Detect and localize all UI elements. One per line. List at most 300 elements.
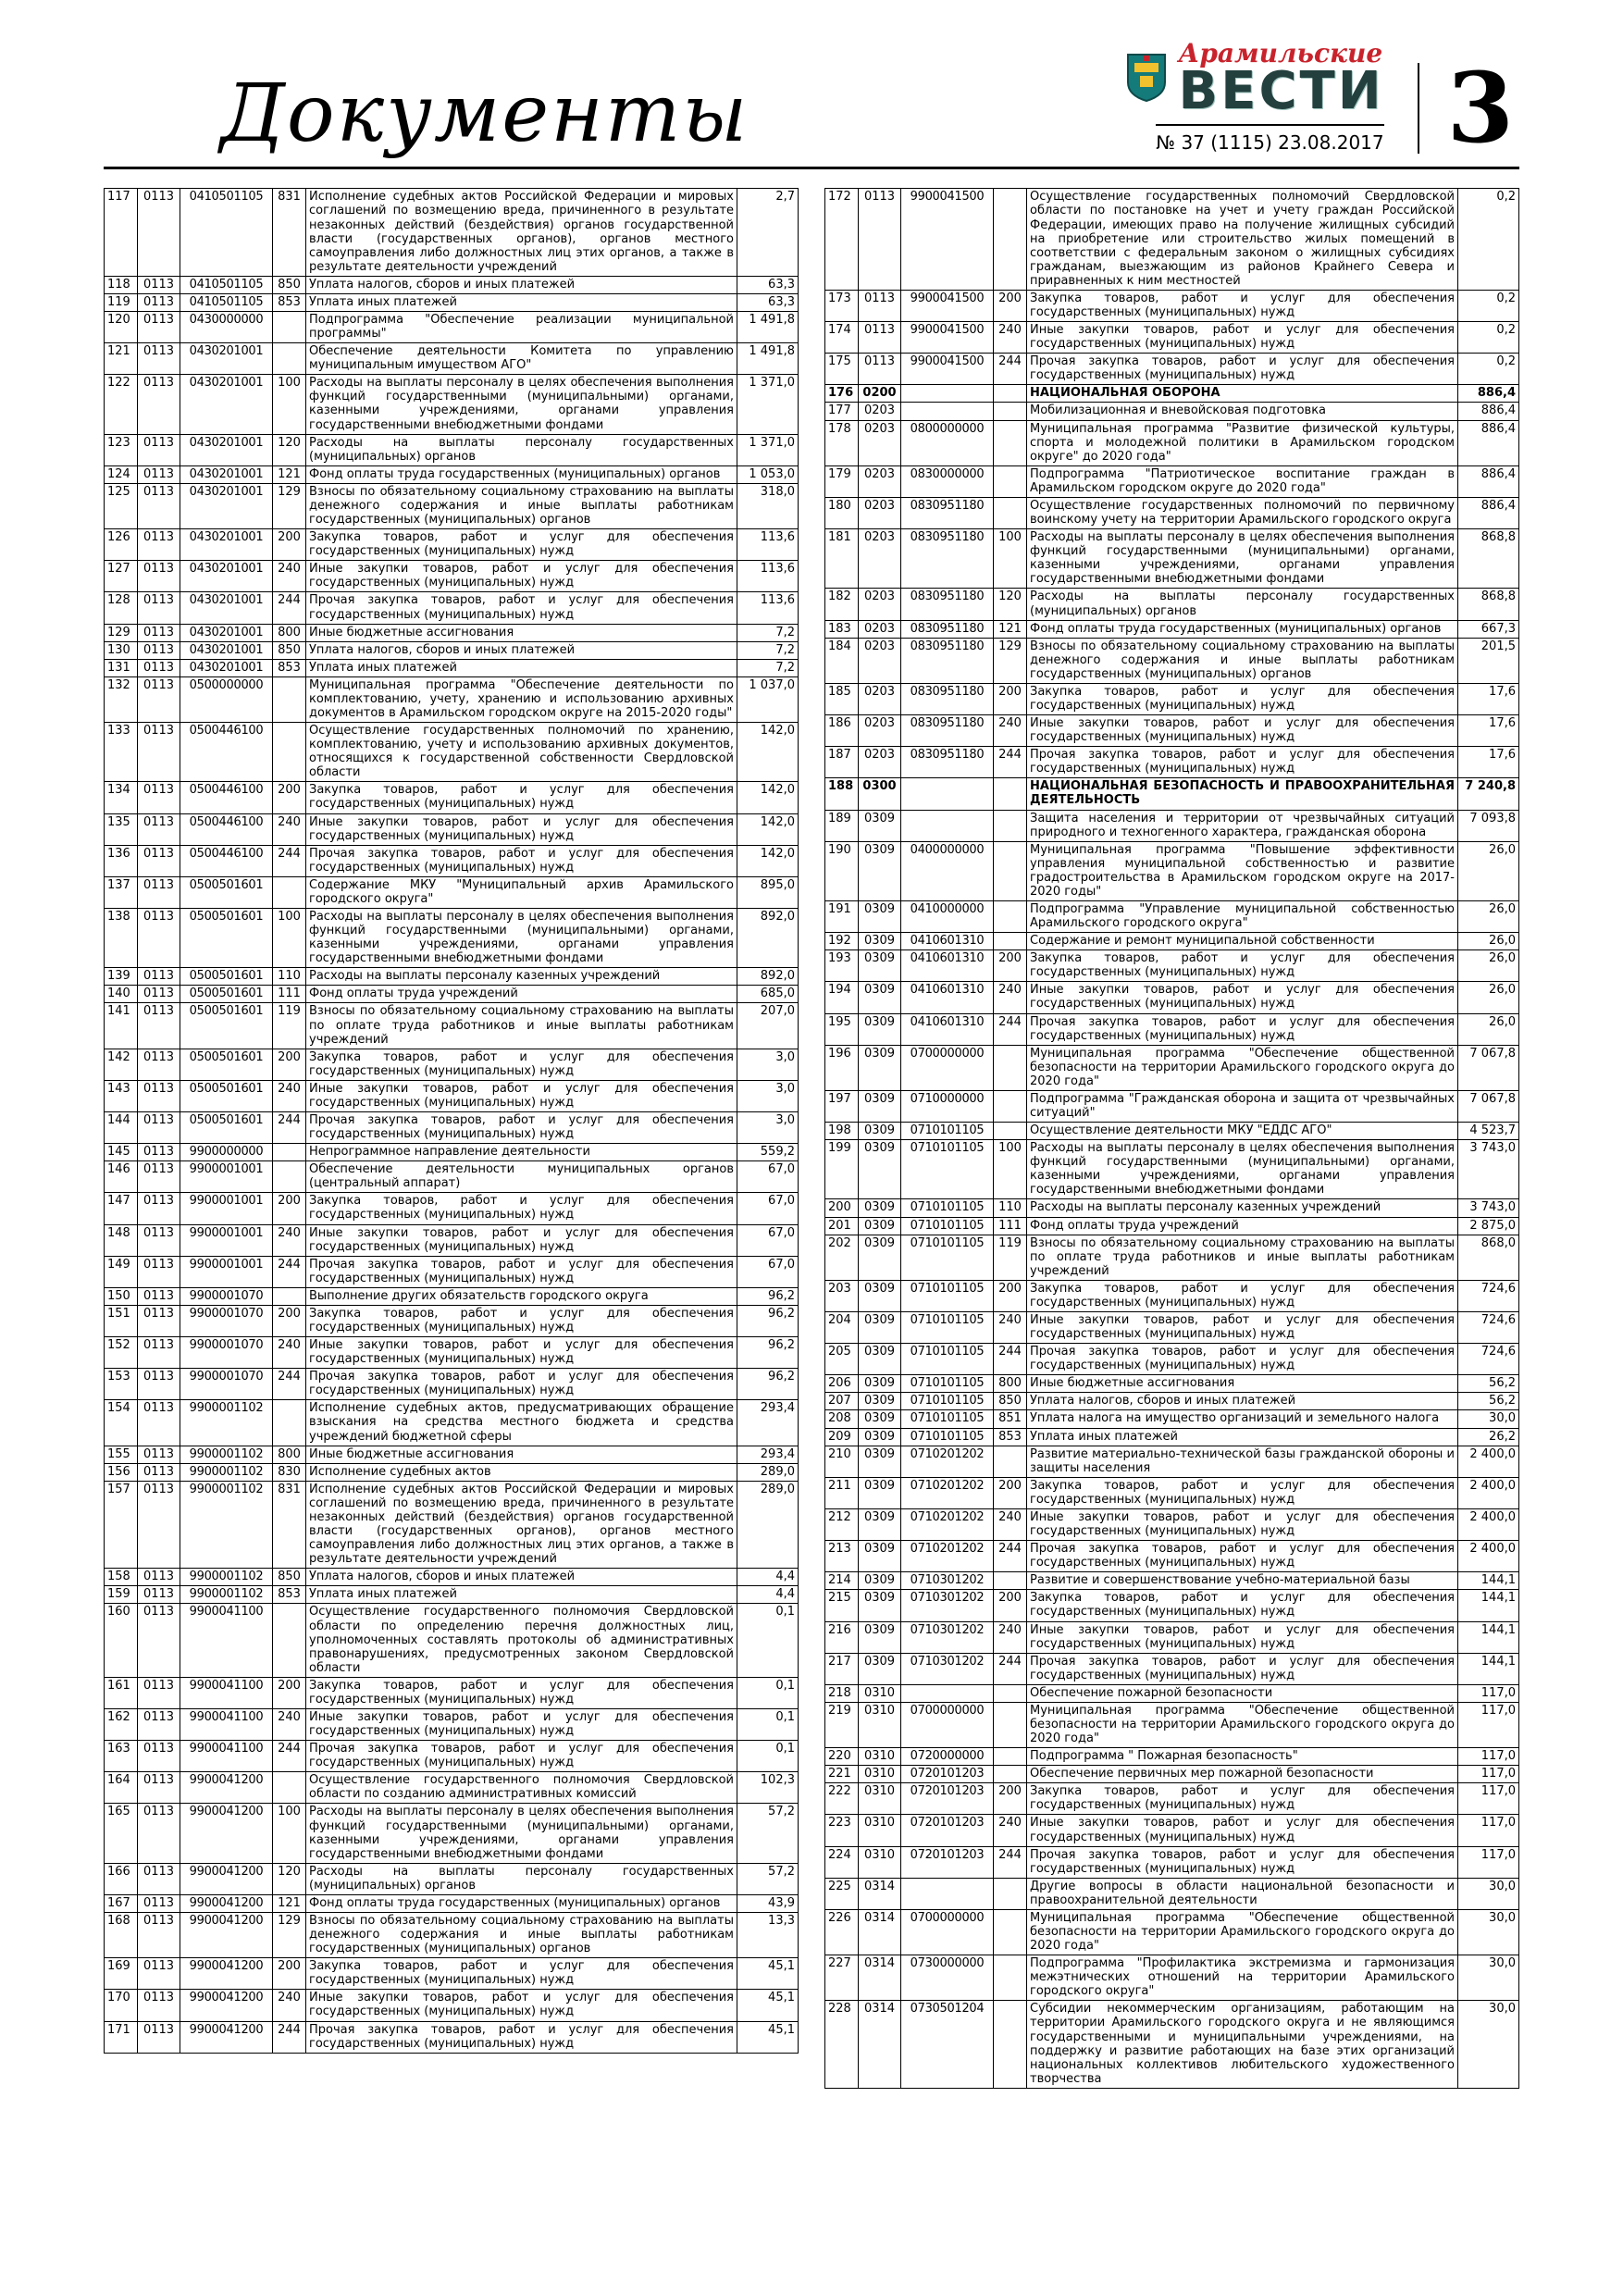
row-number: 171: [105, 2021, 138, 2053]
section-code: 0113: [138, 1894, 180, 1912]
section-code: 0309: [859, 1621, 901, 1653]
row-number: 199: [825, 1140, 859, 1199]
section-code: 0113: [138, 641, 180, 659]
section-code: 0113: [138, 813, 180, 845]
table-row: [105, 1912, 799, 1957]
section-code: 0113: [138, 375, 180, 434]
amount: 886,4: [1458, 497, 1519, 528]
row-number: 123: [105, 434, 138, 465]
amount: 0,2: [1458, 322, 1519, 354]
row-number: 169: [105, 1958, 138, 1990]
expense-type-code: 110: [273, 968, 306, 986]
expense-type-code: 121: [994, 620, 1027, 638]
section-code: 0113: [138, 1080, 180, 1111]
expense-description: Закупка товаров, работ и услуг для обеспечения государственных (муниципальных) нужд: [306, 1305, 737, 1336]
expense-description: Расходы на выплаты персоналу в целях обеспечения выполнения функций государственными (муниципальными) органами, казенными учреждениями, органами управления государственными внебюджетными фондами: [1027, 1140, 1458, 1199]
expense-description: Уплата иных платежей: [306, 293, 737, 311]
row-number: 212: [825, 1508, 859, 1540]
program-code: 9900001001: [180, 1193, 273, 1224]
row-number: 208: [825, 1410, 859, 1428]
expense-description: Прочая закупка товаров, работ и услуг для обеспечения государственных (муниципальных) нужд: [306, 1256, 737, 1287]
expense-type-code: 240: [994, 1815, 1027, 1846]
expense-description: Фонд оплаты труда учреждений: [306, 986, 737, 1003]
expense-description: Осуществление государственных полномочий Свердловской области по постановке на учет и учету граждан Российской Федерации, имеющих право на получение жилищных субсидий на приобретение или строительство жилых помещений в соответствии с федеральным законом о жилищных субсидиях гражданам, выезжающим из районов Крайнего Севера и приравненных к ним местностей: [1027, 189, 1458, 291]
row-number: 213: [825, 1541, 859, 1572]
amount: 113,6: [737, 561, 799, 592]
expense-description: Обеспечение деятельности муниципальных органов (центральный аппарат): [306, 1161, 737, 1193]
program-code: 0700000000: [901, 1045, 994, 1090]
table-row: [105, 624, 799, 641]
expense-description: Содержание МКУ "Муниципальный архив Арамильского городского округа": [306, 876, 737, 908]
expense-type-code: 240: [994, 1621, 1027, 1653]
program-code: 0720000000: [901, 1748, 994, 1766]
program-code: 0830951180: [901, 529, 994, 589]
section-code: 0113: [138, 1049, 180, 1080]
expense-type-code: 200: [994, 290, 1027, 321]
expense-description: Осуществление деятельности МКУ "ЕДДС АГО": [1027, 1123, 1458, 1140]
program-code: 0710301202: [901, 1590, 994, 1621]
expense-description: Расходы на выплаты персоналу в целях обеспечения выполнения функций государственными (муниципальными) органами, казенными учреждениями, органами управления государственными внебюджетными фондами: [306, 375, 737, 434]
table-row: [825, 1684, 1519, 1702]
row-number: 139: [105, 968, 138, 986]
amount: 67,0: [737, 1224, 799, 1256]
section-code: 0113: [138, 1481, 180, 1568]
row-number: 167: [105, 1894, 138, 1912]
expense-description: Муниципальная программа "Обеспечение деятельности по комплектованию, учету, хранению и использованию архивных документов в Арамильском городском округе на 2015-2020 годы": [306, 676, 737, 722]
expense-type-code: [994, 1446, 1027, 1477]
expense-description: Прочая закупка товаров, работ и услуг для обеспечения государственных (муниципальных) нужд: [1027, 1013, 1458, 1045]
table-row: [105, 1481, 799, 1568]
expense-description: Другие вопросы в области национальной безопасности и правоохранительной деятельности: [1027, 1878, 1458, 1909]
amount: 96,2: [737, 1305, 799, 1336]
expense-type-code: 200: [994, 683, 1027, 714]
expense-type-code: 244: [994, 747, 1027, 778]
amount: 2,7: [737, 189, 799, 276]
expense-type-code: [994, 2001, 1027, 2088]
table-row: [825, 638, 1519, 683]
section-code: 0314: [859, 1878, 901, 1909]
expense-type-code: 200: [273, 529, 306, 561]
program-code: 9900001102: [180, 1586, 273, 1604]
section-code: 0113: [138, 1112, 180, 1144]
table-row: [105, 723, 799, 782]
amount: 30,0: [1458, 1878, 1519, 1909]
table-row: [825, 1783, 1519, 1815]
row-number: 168: [105, 1912, 138, 1957]
row-number: 125: [105, 483, 138, 528]
brand-name-bottom: ВЕСТИ: [1178, 61, 1384, 121]
row-number: 136: [105, 845, 138, 876]
expense-description: Выполнение других обязательств городского округа: [306, 1287, 737, 1305]
row-number: 211: [825, 1477, 859, 1508]
row-number: 210: [825, 1446, 859, 1477]
expense-type-code: [994, 497, 1027, 528]
expense-description: Прочая закупка товаров, работ и услуг для обеспечения государственных (муниципальных) нужд: [306, 2021, 737, 2053]
section-code: 0113: [138, 2021, 180, 2053]
expense-type-code: [994, 900, 1027, 932]
expense-type-code: 240: [273, 1337, 306, 1369]
expense-type-code: 240: [273, 1224, 306, 1256]
section-code: 0309: [859, 933, 901, 950]
amount: 117,0: [1458, 1684, 1519, 1702]
section-code: 0203: [859, 529, 901, 589]
section-code: 0309: [859, 1280, 901, 1311]
table-row: [105, 1305, 799, 1336]
table-row: [825, 810, 1519, 841]
row-number: 180: [825, 497, 859, 528]
table-row: [825, 465, 1519, 497]
table-row: [825, 322, 1519, 354]
row-number: 209: [825, 1428, 859, 1446]
section-code: 0113: [138, 1193, 180, 1224]
program-code: 0500501601: [180, 1112, 273, 1144]
section-code: 0309: [859, 1090, 901, 1122]
section-code: 0113: [138, 1586, 180, 1604]
expense-description: Муниципальная программа "Обеспечение общественной безопасности на территории Арамильского городского округа до 2020 года": [1027, 1702, 1458, 1747]
amount: 30,0: [1458, 1909, 1519, 1955]
section-code: 0113: [138, 343, 180, 375]
expense-type-code: 240: [994, 1312, 1027, 1344]
program-code: 0500446100: [180, 782, 273, 813]
expense-type-code: 111: [273, 986, 306, 1003]
table-row: [105, 1369, 799, 1400]
expense-type-code: [994, 420, 1027, 465]
amount: 30,0: [1458, 2001, 1519, 2088]
section-code: 0309: [859, 1199, 901, 1217]
section-code: 0309: [859, 982, 901, 1013]
expense-type-code: [994, 1748, 1027, 1766]
table-row: [825, 1446, 1519, 1477]
row-number: 157: [105, 1481, 138, 1568]
expense-type-code: 200: [994, 1783, 1027, 1815]
row-number: 137: [105, 876, 138, 908]
section-code: 0203: [859, 497, 901, 528]
table-row: [825, 420, 1519, 465]
expense-description: Осуществление государственного полномочия Свердловской области по определению перечня должностных лиц, уполномоченных составлять протоколы об административных правонарушениях, предусмотренных законом Свердловской области: [306, 1604, 737, 1677]
expense-type-code: 200: [273, 1049, 306, 1080]
amount: 57,2: [737, 1804, 799, 1863]
expense-description: Муниципальная программа "Развитие физической культуры, спорта и молодежной политики в Арамильском городском округе" до 2020 года": [1027, 420, 1458, 465]
expense-type-code: 850: [273, 641, 306, 659]
expense-type-code: 800: [273, 1446, 306, 1463]
expense-type-code: [994, 1955, 1027, 2001]
expense-description: Исполнение судебных актов Российской Федерации и мировых соглашений по возмещению вреда, причиненного в результате незаконных действий (бездействия) органов государственной власти (государственных органов), органов местного самоуправления либо должностных лиц этих органов, а также в результате деятельности учреждений: [306, 189, 737, 276]
amount: 0,1: [737, 1677, 799, 1708]
table-row: [825, 1428, 1519, 1446]
expense-type-code: [273, 343, 306, 375]
table-row: [825, 1815, 1519, 1846]
expense-description: Иные закупки товаров, работ и услуг для обеспечения государственных (муниципальных) нужд: [1027, 982, 1458, 1013]
row-number: 159: [105, 1586, 138, 1604]
row-number: 179: [825, 465, 859, 497]
section-code: 0113: [138, 1144, 180, 1161]
brand-text: [1178, 38, 1384, 121]
amount: 117,0: [1458, 1748, 1519, 1766]
table-row: [105, 1804, 799, 1863]
expense-description: Субсидии некоммерческим организациям, работающим на территории Арамильского городского округа и не являющимся государственными и муниципальными учреждениями, на поддержку и развитие работающих на базе этих организаций национальных коллективов любительского художественного творчества: [1027, 2001, 1458, 2088]
program-code: 0500501601: [180, 876, 273, 908]
amount: 45,1: [737, 1958, 799, 1990]
program-code: 0830000000: [901, 465, 994, 497]
table-row: [105, 1772, 799, 1804]
table-row: [105, 676, 799, 722]
row-number: 164: [105, 1772, 138, 1804]
amount: 0,1: [737, 1741, 799, 1772]
program-code: 0710101105: [901, 1235, 994, 1280]
expense-description: НАЦИОНАЛЬНАЯ БЕЗОПАСНОСТЬ И ПРАВООХРАНИТЕЛЬНАЯ ДЕЯТЕЛЬНОСТЬ: [1027, 778, 1458, 810]
section-code: 0310: [859, 1702, 901, 1747]
amount: 3,0: [737, 1112, 799, 1144]
expense-description: Осуществление государственных полномочий по хранению, комплектованию, учету и использованию архивных документов, относящихся к государственной собственности Свердловской области: [306, 723, 737, 782]
amount: 868,8: [1458, 589, 1519, 620]
program-code: 0720101203: [901, 1766, 994, 1783]
amount: 57,2: [737, 1863, 799, 1894]
row-number: 177: [825, 403, 859, 420]
expense-type-code: 853: [273, 293, 306, 311]
expense-type-code: 853: [273, 1586, 306, 1604]
expense-type-code: [994, 1909, 1027, 1955]
expense-description: Обеспечение деятельности Комитета по управлению муниципальным имуществом АГО": [306, 343, 737, 375]
expense-description: Уплата иных платежей: [1027, 1428, 1458, 1446]
amount: 67,0: [737, 1161, 799, 1193]
issue-number: № 37 (1115) 23.08.2017: [1156, 124, 1383, 154]
amount: 293,4: [737, 1446, 799, 1463]
expense-type-code: [994, 403, 1027, 420]
program-code: 0430000000: [180, 312, 273, 343]
program-code: 9900001102: [180, 1446, 273, 1463]
expense-type-code: 240: [273, 1708, 306, 1740]
expense-type-code: 240: [273, 561, 306, 592]
table-row: [825, 1140, 1519, 1199]
expense-description: Иные бюджетные ассигнования: [306, 1446, 737, 1463]
amount: 144,1: [1458, 1572, 1519, 1590]
program-code: 9900041200: [180, 2021, 273, 2053]
section-code: 0113: [138, 312, 180, 343]
expense-description: Прочая закупка товаров, работ и услуг для обеспечения государственных (муниципальных) нужд: [306, 1741, 737, 1772]
amount: 1 491,8: [737, 312, 799, 343]
expense-description: Иные закупки товаров, работ и услуг для обеспечения государственных (муниципальных) нужд: [306, 561, 737, 592]
expense-type-code: [994, 1702, 1027, 1747]
row-number: 184: [825, 638, 859, 683]
expense-type-code: [273, 1772, 306, 1804]
section-code: 0113: [138, 1369, 180, 1400]
expense-type-code: [994, 841, 1027, 900]
row-number: 127: [105, 561, 138, 592]
section-code: 0113: [138, 1677, 180, 1708]
expense-description: Расходы на выплаты персоналу государственных (муниципальных) органов: [306, 1863, 737, 1894]
expense-type-code: 831: [273, 189, 306, 276]
row-number: 189: [825, 810, 859, 841]
expense-type-code: 244: [994, 1344, 1027, 1375]
amount: 144,1: [1458, 1590, 1519, 1621]
amount: 7,2: [737, 659, 799, 676]
row-number: 118: [105, 276, 138, 293]
amount: 113,6: [737, 529, 799, 561]
row-number: 219: [825, 1702, 859, 1747]
row-number: 191: [825, 900, 859, 932]
program-code: 0710101105: [901, 1428, 994, 1446]
table-row: [825, 1045, 1519, 1090]
section-code: 0113: [138, 1741, 180, 1772]
program-code: 0710301202: [901, 1653, 994, 1684]
amount: 142,0: [737, 723, 799, 782]
section-code: 0113: [138, 782, 180, 813]
amount: 1 491,8: [737, 343, 799, 375]
amount: 724,6: [1458, 1312, 1519, 1344]
budget-table-left: [104, 188, 799, 2053]
section-code: 0113: [138, 1912, 180, 1957]
expense-description: Исполнение судебных актов: [306, 1463, 737, 1481]
section-code: 0200: [859, 385, 901, 403]
amount: 293,4: [737, 1400, 799, 1446]
program-code: 0430201001: [180, 483, 273, 528]
expense-type-code: 240: [273, 1080, 306, 1111]
program-code: [901, 1684, 994, 1702]
amount: 13,3: [737, 1912, 799, 1957]
row-number: 160: [105, 1604, 138, 1677]
amount: 3,0: [737, 1080, 799, 1111]
section-code: 0309: [859, 1653, 901, 1684]
expense-type-code: [994, 189, 1027, 291]
expense-type-code: 200: [994, 1590, 1027, 1621]
row-number: 119: [105, 293, 138, 311]
row-number: 142: [105, 1049, 138, 1080]
table-row: [825, 900, 1519, 932]
row-number: 124: [105, 465, 138, 483]
expense-description: Иные закупки товаров, работ и услуг для обеспечения государственных (муниципальных) нужд: [1027, 1815, 1458, 1846]
program-code: 0430201001: [180, 659, 273, 676]
program-code: 0500501601: [180, 986, 273, 1003]
expense-description: Расходы на выплаты персоналу государственных (муниципальных) органов: [306, 434, 737, 465]
expense-type-code: [994, 1684, 1027, 1702]
row-number: 183: [825, 620, 859, 638]
expense-description: Иные закупки товаров, работ и услуг для обеспечения государственных (муниципальных) нужд: [1027, 1508, 1458, 1540]
amount: 67,0: [737, 1193, 799, 1224]
table-row: [105, 659, 799, 676]
amount: 117,0: [1458, 1846, 1519, 1878]
table-row: [825, 1393, 1519, 1410]
expense-type-code: 244: [273, 1741, 306, 1772]
row-number: 131: [105, 659, 138, 676]
row-number: 202: [825, 1235, 859, 1280]
table-row: [105, 1990, 799, 2021]
expense-type-code: [994, 465, 1027, 497]
amount: 26,0: [1458, 982, 1519, 1013]
program-code: 0830951180: [901, 620, 994, 638]
table-row: [105, 1161, 799, 1193]
table-row: [105, 1224, 799, 1256]
row-number: 143: [105, 1080, 138, 1111]
section-code: 0113: [138, 1569, 180, 1586]
program-code: 0500446100: [180, 845, 273, 876]
section-code: 0113: [138, 1224, 180, 1256]
table-row: [825, 189, 1519, 291]
section-code: 0309: [859, 810, 901, 841]
table-row: [825, 715, 1519, 747]
amount: 886,4: [1458, 403, 1519, 420]
table-row: [105, 592, 799, 624]
section-code: 0314: [859, 1955, 901, 2001]
amount: 7 240,8: [1458, 778, 1519, 810]
table-row: [105, 343, 799, 375]
expense-type-code: 240: [273, 813, 306, 845]
amount: 26,2: [1458, 1428, 1519, 1446]
expense-description: Развитие материально-технической базы гражданской обороны и защиты населения: [1027, 1446, 1458, 1477]
row-number: 147: [105, 1193, 138, 1224]
section-code: 0113: [138, 1772, 180, 1804]
amount: 2 400,0: [1458, 1446, 1519, 1477]
row-number: 215: [825, 1590, 859, 1621]
expense-type-code: 100: [994, 529, 1027, 589]
section-code: 0113: [138, 659, 180, 676]
expense-type-code: [994, 933, 1027, 950]
amount: 142,0: [737, 845, 799, 876]
section-code: 0203: [859, 638, 901, 683]
section-code: 0309: [859, 1428, 901, 1446]
section-code: 0113: [138, 189, 180, 276]
expense-type-code: 850: [273, 1569, 306, 1586]
amount: 318,0: [737, 483, 799, 528]
row-number: 145: [105, 1144, 138, 1161]
row-number: 217: [825, 1653, 859, 1684]
program-code: 9900001070: [180, 1305, 273, 1336]
row-number: 153: [105, 1369, 138, 1400]
amount: 868,8: [1458, 529, 1519, 589]
expense-type-code: [273, 1400, 306, 1446]
amount: 1 371,0: [737, 375, 799, 434]
table-row: [825, 354, 1519, 385]
table-row: [825, 403, 1519, 420]
amount: 26,0: [1458, 841, 1519, 900]
table-row: [105, 1894, 799, 1912]
expense-description: Защита населения и территории от чрезвычайных ситуаций природного и техногенного характера, гражданская оборона: [1027, 810, 1458, 841]
expense-type-code: [994, 1045, 1027, 1090]
row-number: 154: [105, 1400, 138, 1446]
program-code: 9900001001: [180, 1161, 273, 1193]
expense-description: Прочая закупка товаров, работ и услуг для обеспечения государственных (муниципальных) нужд: [1027, 747, 1458, 778]
table-row: [105, 1463, 799, 1481]
newspaper-masthead: [1125, 38, 1384, 155]
table-row: [825, 1477, 1519, 1508]
program-code: 0430201001: [180, 592, 273, 624]
program-code: 9900041500: [901, 189, 994, 291]
program-code: 9900001102: [180, 1400, 273, 1446]
expense-description: Иные закупки товаров, работ и услуг для обеспечения государственных (муниципальных) нужд: [306, 1990, 737, 2021]
amount: 63,3: [737, 276, 799, 293]
table-row: [825, 529, 1519, 589]
program-code: 0710201202: [901, 1508, 994, 1540]
row-number: 227: [825, 1955, 859, 2001]
amount: 7 067,8: [1458, 1045, 1519, 1090]
program-code: 0710301202: [901, 1621, 994, 1653]
expense-description: Иные закупки товаров, работ и услуг для обеспечения государственных (муниципальных) нужд: [1027, 1312, 1458, 1344]
row-number: 216: [825, 1621, 859, 1653]
section-code: 0203: [859, 420, 901, 465]
expense-description: Содержание и ремонт муниципальной собственности: [1027, 933, 1458, 950]
table-row: [825, 1199, 1519, 1217]
row-number: 188: [825, 778, 859, 810]
table-row: [825, 2001, 1519, 2088]
table-row: [825, 1123, 1519, 1140]
expense-description: Иные бюджетные ассигнования: [1027, 1375, 1458, 1393]
section-code: 0113: [859, 322, 901, 354]
table-row: [105, 1112, 799, 1144]
amount: 43,9: [737, 1894, 799, 1912]
expense-type-code: [273, 1287, 306, 1305]
expense-description: Прочая закупка товаров, работ и услуг для обеспечения государственных (муниципальных) нужд: [306, 1112, 737, 1144]
section-code: 0309: [859, 1045, 901, 1090]
row-number: 193: [825, 950, 859, 982]
